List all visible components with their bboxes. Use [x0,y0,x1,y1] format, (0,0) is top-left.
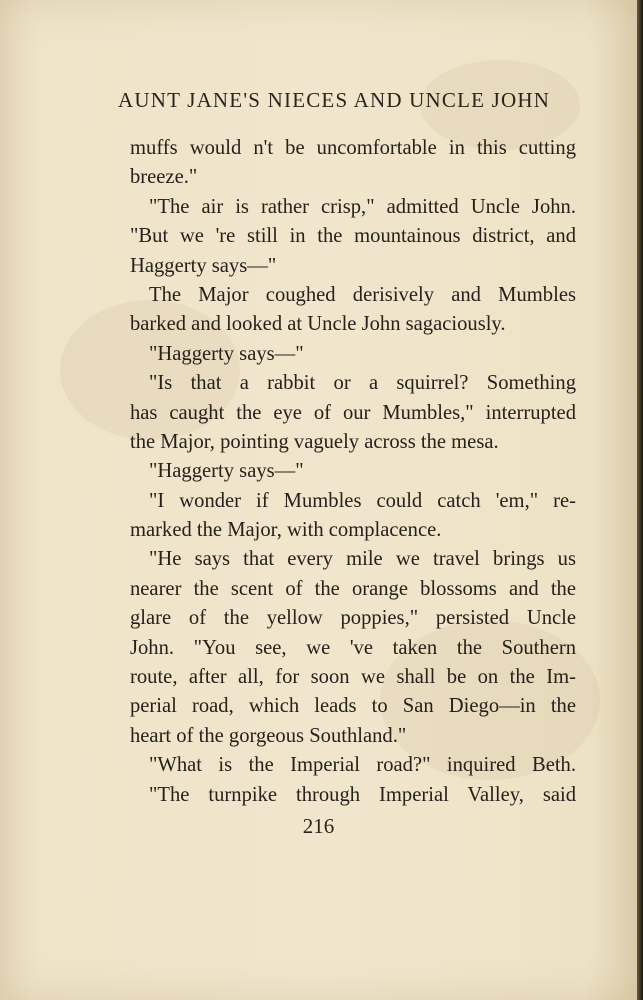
text-line: perial road, which leads to San Diego—in the [130,695,576,718]
text-line: breeze." [130,166,198,189]
book-edge [637,0,643,1000]
text-line: nearer the scent of the orange blossoms and the [130,577,576,600]
text-line: "What is the Imperial road?" inquired Beth. [149,754,576,777]
text-line: "The turnpike through Imperial Valley, said [149,783,576,806]
text-line: marked the Major, with complacence. [130,519,442,542]
text-line: route, after all, for soon we shall be on the Im- [130,666,576,689]
text-line: heart of the gorgeous Southland." [130,724,407,747]
text-line: muffs would n't be uncomfortable in this cutting [130,137,576,159]
text-line: "The air is rather crisp," admitted Uncle John. [149,195,576,218]
text-line: has caught the eye of our Mumbles," interrupted [130,401,576,424]
text-line: John. "You see, we 've taken the Southern [130,636,576,659]
text-line: "Haggerty says—" [149,342,304,365]
text-line: barked and looked at Uncle John sagaciously. [130,313,506,336]
running-head: AUNT JANE'S NIECES AND UNCLE JOHN [118,88,551,112]
page-number: 216 [302,814,335,838]
text-line: "But we 're still in the mountainous district, and [130,225,576,248]
text-line: Haggerty says—" [130,254,277,277]
text-line: "I wonder if Mumbles could catch 'em," re- [149,489,576,512]
text-line: glare of the yellow poppies," persisted Uncle [130,607,576,630]
text-line: "Haggerty says—" [149,460,304,483]
text-line: "He says that every mile we travel brings us [149,548,576,571]
text-line: "Is that a rabbit or a squirrel? Something [149,372,576,395]
body-text [130,134,576,810]
text-line: The Major coughed derisively and Mumbles [149,283,576,306]
text-line: the Major, pointing vaguely across the mesa. [130,430,499,453]
